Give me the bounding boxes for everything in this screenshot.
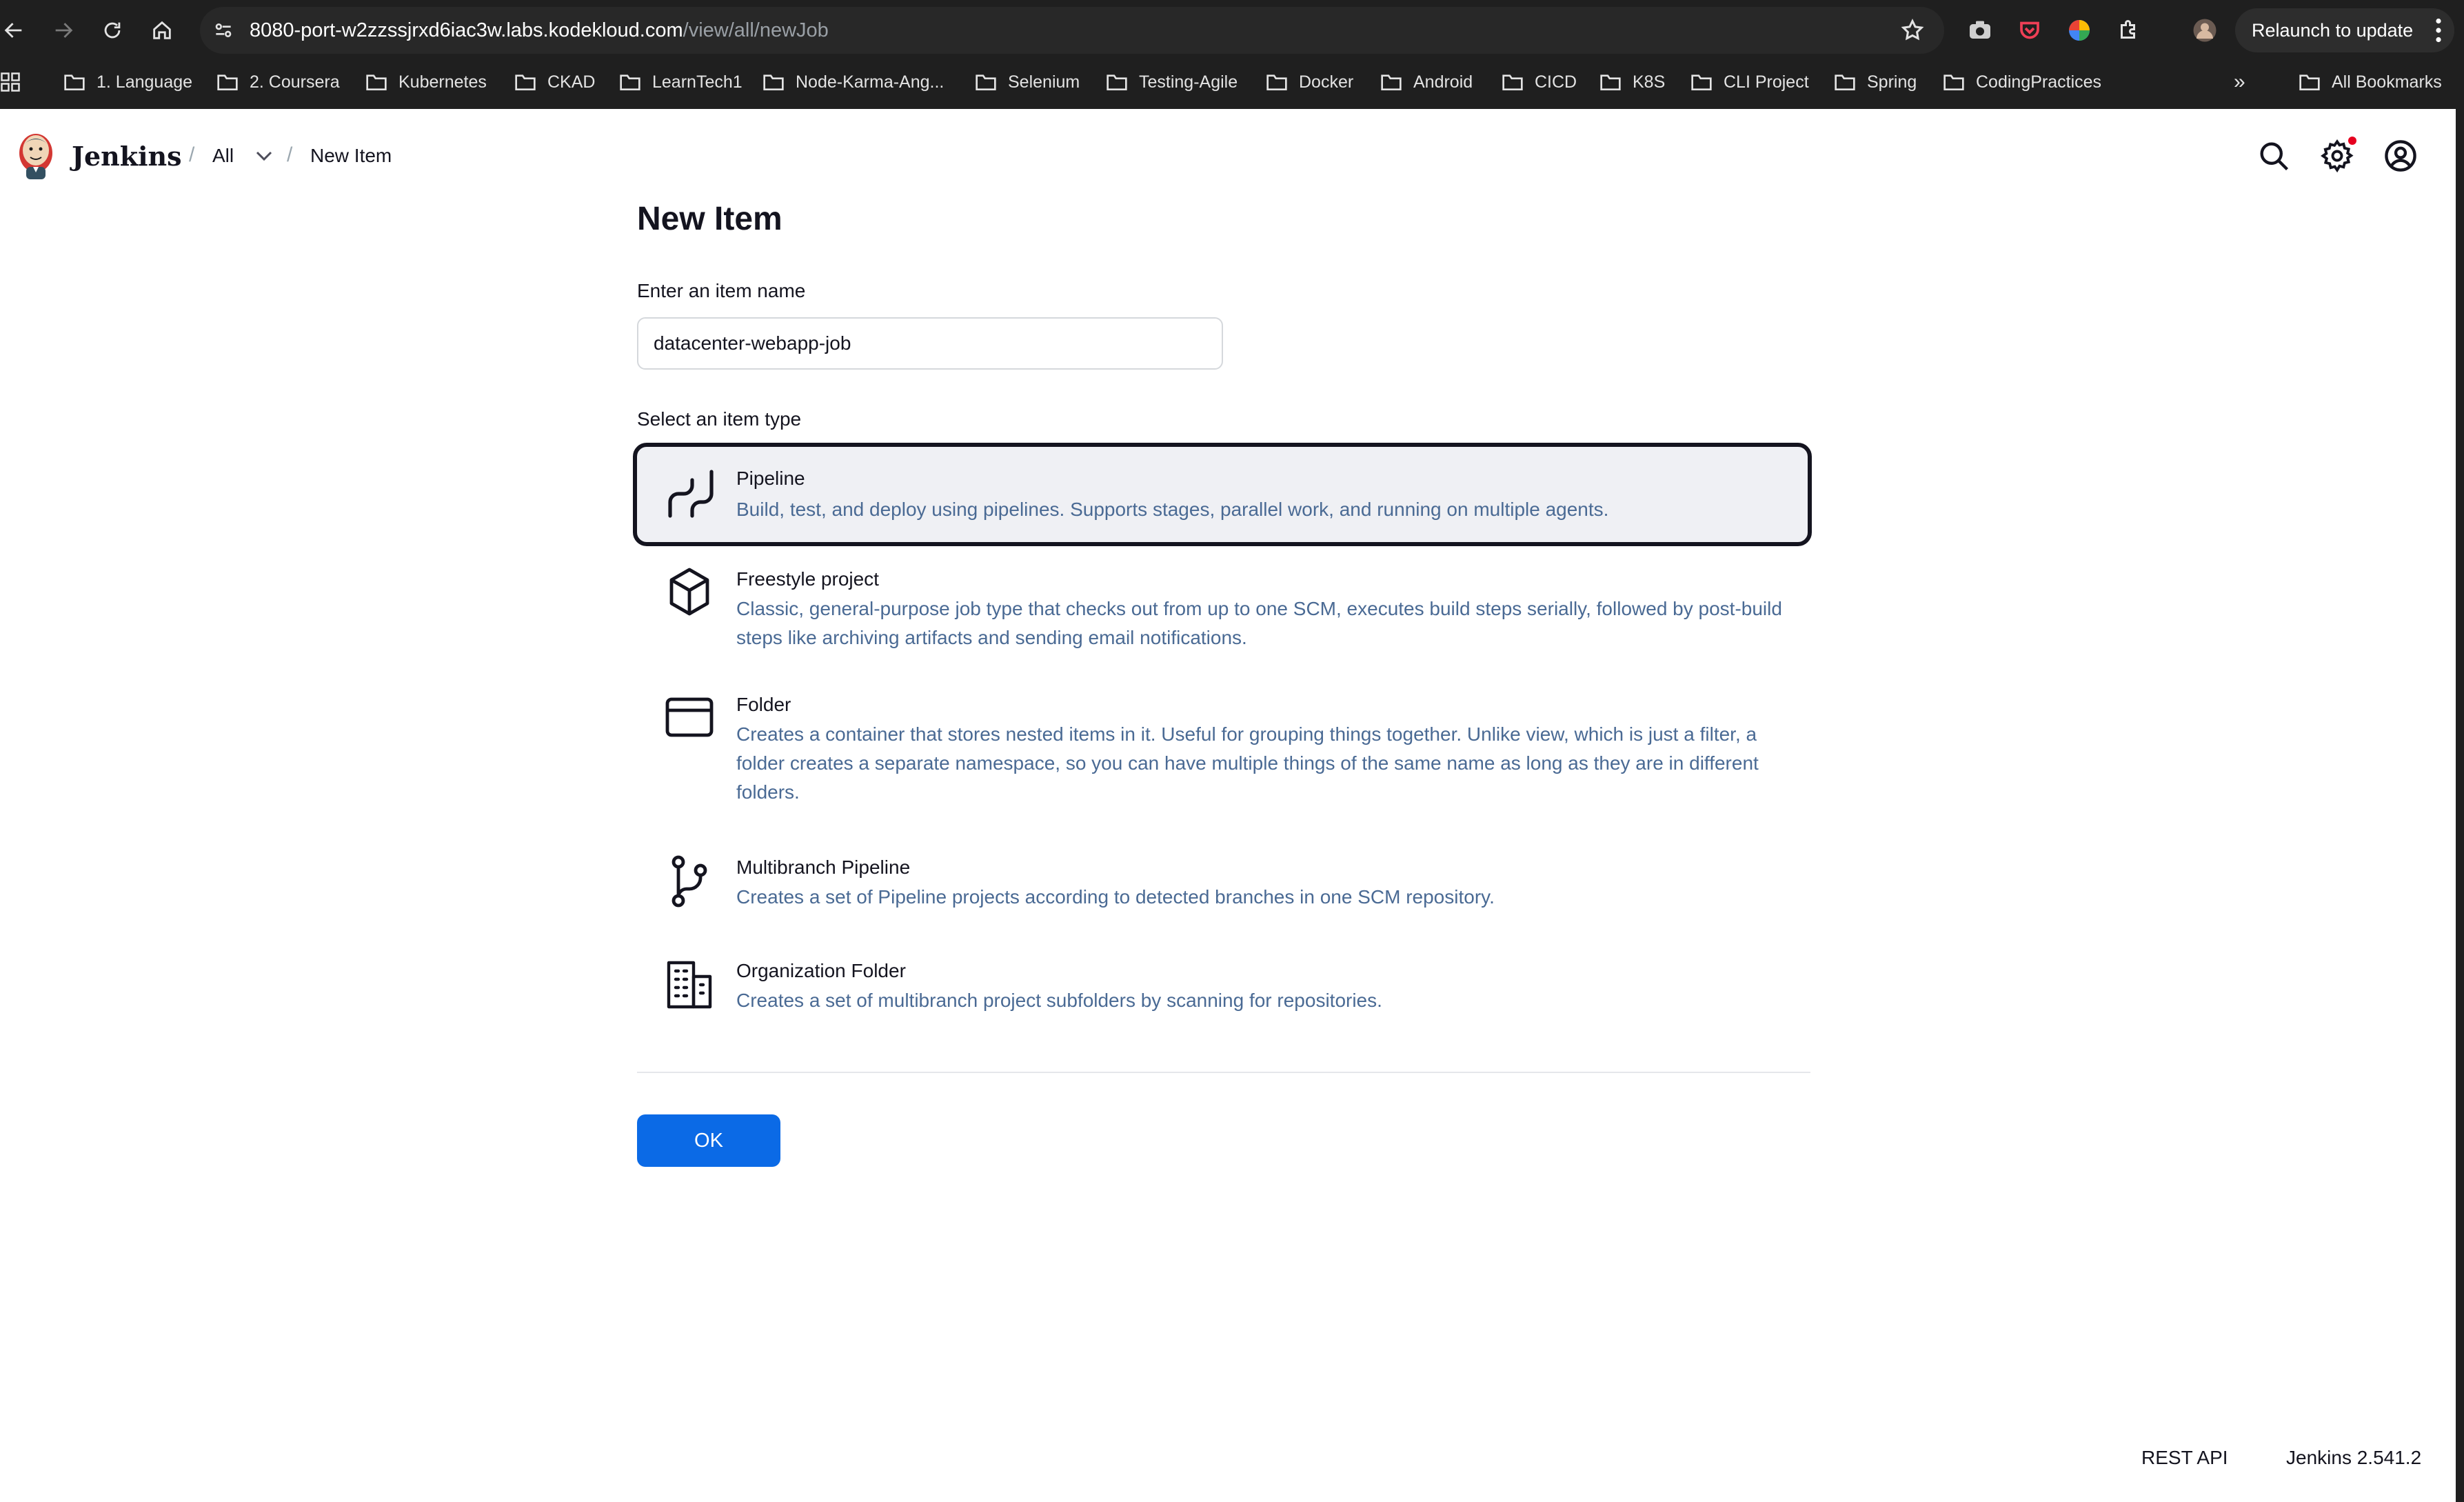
bookmark-folder[interactable]: 1. Language	[63, 66, 192, 98]
folder-icon	[1599, 72, 1622, 92]
site-settings-icon[interactable]	[200, 7, 247, 54]
notification-dot	[2348, 137, 2356, 145]
color-extension-icon[interactable]	[2064, 15, 2094, 46]
browser-toolbar	[0, 0, 2464, 61]
rest-api-link[interactable]: REST API	[2141, 1447, 2228, 1468]
search-icon	[2256, 138, 2292, 174]
breadcrumb-separator: /	[189, 143, 195, 166]
browser-chrome	[0, 0, 2464, 109]
back-arrow-icon	[2, 19, 26, 42]
bookmark-folder[interactable]: CLI Project	[1690, 66, 1809, 98]
item-title: Pipeline	[736, 468, 805, 489]
extensions-puzzle-icon[interactable]	[2114, 15, 2144, 46]
search-button[interactable]	[2256, 138, 2292, 174]
bookmark-folder[interactable]: Testing-Agile	[1106, 66, 1238, 98]
jenkins-logo-icon[interactable]	[15, 130, 57, 181]
bookmark-folder[interactable]: CodingPractices	[1943, 66, 2101, 98]
page-title: New Item	[637, 201, 782, 237]
breadcrumb-new-item: New Item	[310, 145, 392, 166]
item-name-label: Enter an item name	[637, 280, 806, 301]
folder-icon	[619, 72, 641, 92]
folder-icon	[1834, 72, 1856, 92]
item-type-organization-folder[interactable]	[633, 945, 1812, 1039]
folder-icon	[1380, 72, 1402, 92]
item-type-multibranch-pipeline[interactable]	[633, 841, 1812, 935]
item-description: Creates a set of multibranch project subfolders by scanning for repositories.	[736, 990, 1382, 1011]
pocket-extension-icon[interactable]	[2014, 15, 2045, 46]
back-button[interactable]	[0, 10, 34, 51]
folder-icon	[662, 688, 717, 743]
folder-icon	[763, 72, 785, 92]
folder-icon	[1502, 72, 1524, 92]
more-bookmarks-chevron-icon[interactable]: »	[2234, 70, 2245, 93]
forward-arrow-icon	[52, 19, 75, 42]
all-bookmarks-folder[interactable]: All Bookmarks	[2299, 66, 2442, 98]
folder-icon	[2299, 72, 2321, 92]
reload-button[interactable]	[92, 10, 133, 51]
bookmark-folder[interactable]: Node-Karma-Ang...	[763, 66, 944, 98]
bookmark-folder[interactable]: CICD	[1502, 66, 1577, 98]
branch-icon	[662, 854, 717, 909]
screenshot-extension-icon[interactable]	[1965, 15, 1995, 46]
folder-icon	[365, 72, 387, 92]
bookmark-folder[interactable]: Android	[1380, 66, 1473, 98]
item-description: Creates a container that stores nested items in it. Useful for grouping things together. Unlike view, which is just a filter, a folder creates a separate namespace, so you can have multiple things of the same name as long as they are in different folders.	[736, 723, 1759, 803]
breadcrumb-separator: /	[287, 143, 293, 166]
address-bar[interactable]	[200, 7, 1944, 54]
bookmark-folder[interactable]: LearnTech1	[619, 66, 743, 98]
folder-icon	[216, 72, 239, 92]
relaunch-to-update-button[interactable]: Relaunch to update	[2235, 8, 2454, 52]
user-account-button[interactable]	[2383, 138, 2418, 174]
bookmark-star-icon[interactable]	[1900, 18, 1925, 43]
item-type-folder[interactable]	[633, 680, 1812, 828]
apps-grid-icon[interactable]	[0, 72, 21, 92]
window-edge	[2456, 0, 2464, 1502]
item-title: Organization Folder	[736, 960, 906, 981]
user-circle-icon	[2383, 138, 2418, 174]
bookmark-folder[interactable]: Spring	[1834, 66, 1917, 98]
cube-icon	[662, 564, 717, 619]
bookmark-folder[interactable]: 2. Coursera	[216, 66, 340, 98]
folder-icon	[1266, 72, 1288, 92]
folder-icon	[1943, 72, 1965, 92]
ok-button[interactable]: OK	[637, 1114, 780, 1167]
breadcrumb-all[interactable]: All	[212, 145, 234, 166]
item-type-freestyle[interactable]	[633, 554, 1812, 672]
menu-dots-icon	[2435, 18, 2442, 43]
bookmark-folder[interactable]: K8S	[1599, 66, 1665, 98]
item-type-pipeline[interactable]	[633, 443, 1812, 546]
bookmark-folder[interactable]: Selenium	[975, 66, 1080, 98]
item-description: Classic, general-purpose job type that checks out from up to one SCM, executes build steps serially, followed by post-build steps like archiving artifacts and sending email notifications.	[736, 598, 1782, 648]
pipeline-icon	[662, 466, 717, 521]
jenkins-brand[interactable]: Jenkins	[72, 141, 182, 172]
item-description: Build, test, and deploy using pipelines. Supports stages, parallel work, and running on multiple agents.	[736, 499, 1609, 520]
item-title: Freestyle project	[736, 568, 879, 590]
item-title: Multibranch Pipeline	[736, 857, 911, 878]
reload-icon	[101, 19, 124, 42]
folder-icon	[975, 72, 997, 92]
home-button[interactable]	[141, 10, 183, 51]
chevron-down-icon[interactable]	[254, 148, 274, 164]
folder-icon	[63, 72, 85, 92]
item-type-label: Select an item type	[637, 408, 802, 430]
bookmarks-bar	[0, 66, 2464, 98]
forward-button[interactable]	[43, 10, 84, 51]
folder-icon	[514, 72, 536, 92]
profile-avatar[interactable]	[2190, 15, 2220, 46]
item-title: Folder	[736, 694, 791, 715]
divider	[637, 1072, 1810, 1073]
item-description: Creates a set of Pipeline projects according to detected branches in one SCM repository.	[736, 886, 1495, 908]
folder-icon	[1106, 72, 1128, 92]
bookmark-folder[interactable]: Kubernetes	[365, 66, 487, 98]
item-name-input[interactable]	[637, 317, 1223, 370]
folder-icon	[1690, 72, 1713, 92]
jenkins-header	[0, 109, 2464, 203]
bookmark-folder[interactable]: CKAD	[514, 66, 595, 98]
jenkins-version-link[interactable]: Jenkins 2.541.2	[2286, 1447, 2422, 1468]
home-icon	[150, 19, 174, 42]
bookmark-folder[interactable]: Docker	[1266, 66, 1353, 98]
url-text: 8080-port-w2zzssjrxd6iac3w.labs.kodekloud.com/view/all/newJob	[250, 19, 829, 41]
building-icon	[662, 957, 717, 1012]
